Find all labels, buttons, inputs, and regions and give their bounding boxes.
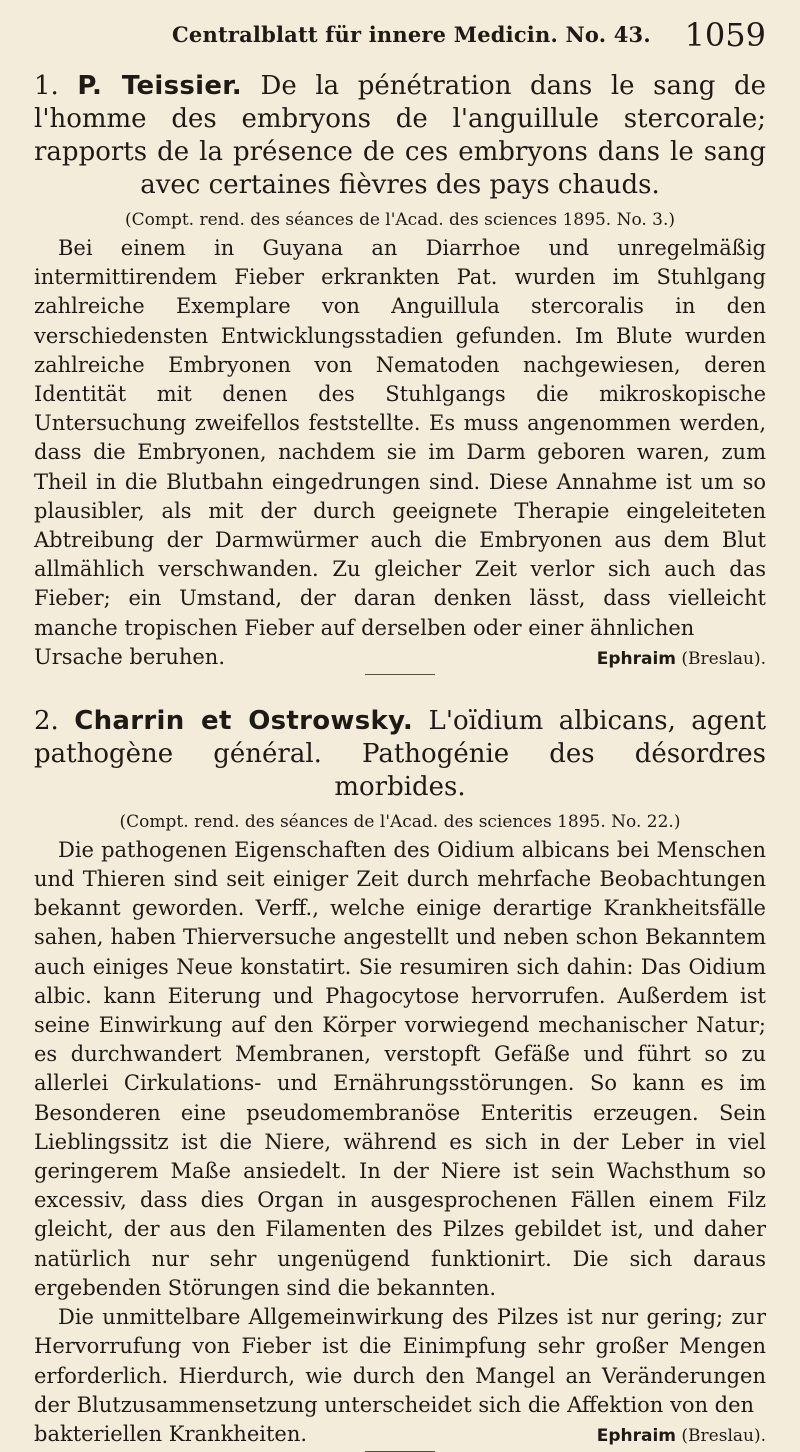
closing-text: bakteriellen Krankheiten. bbox=[34, 1421, 308, 1446]
page-number: 1059 bbox=[684, 16, 766, 54]
entry-author: Charrin et Ostrowsky. bbox=[74, 705, 414, 736]
abstract-entry-2 bbox=[34, 705, 766, 1452]
reviewer-name: Ephraim bbox=[596, 1425, 676, 1446]
entry-title bbox=[34, 705, 766, 804]
closing-line bbox=[34, 643, 766, 674]
reviewer-name: Ephraim bbox=[596, 648, 676, 669]
reviewer-place: (Breslau). bbox=[681, 648, 766, 669]
entry-citation: (Compt. rend. des séances de l'Acad. des sciences 1895. No. 22.) bbox=[119, 811, 681, 832]
entry-number: 2. bbox=[34, 705, 59, 736]
entry-paragraph: Die pathogenen Eigenschaften des Oidium albicans bei Menschen und Thieren sind seit einiger Zeit durch mehrfache Beobachtungen bekannt geworden. Verff., welche einige derartige Krankheitsfälle sahen, haben Thierversuche angestellt und neben schon Bekanntem auch einiges Neue konstatirt. Sie resumiren sich dahin: Das Oidium albic. kann Eiterung und Phagocytose hervorrufen. Außerdem ist seine Einwirkung auf den Körper vorwiegend mechanischer Natur; es durchwandert Membranen, verstopft Gefäße und führt so zu allerlei Cirkulations- und Ernährungsstörungen. So kann es im Besonderen eine pseudomembranöse Enteritis erzeugen. Sein Lieblingssitz ist die Niere, während es sich in der Leber in viel geringerem Maße ansiedelt. In der Niere ist sein Wachsthum so excessiv, dass dies Organ in ausgesprochenen Fällen einem Filz gleicht, der aus den Filamenten des Pilzes gebildet ist, und daher natürlich nur sehr ungenügend funktionirt. Die sich daraus ergebenden Störungen sind die bekannten. bbox=[34, 837, 766, 1300]
reviewer-place: (Breslau). bbox=[681, 1425, 766, 1446]
running-header bbox=[34, 10, 766, 56]
running-title: Centralblatt für innere Medicin. No. 43. bbox=[172, 22, 651, 47]
reviewer-signature bbox=[597, 645, 766, 674]
entry-title-text: De la pénétration dans le sang de l'homme des embryons de l'anguillule stercorale; rapports de la présence de ces embryons dans le sang avec certaines fièvres des pays chauds. bbox=[34, 71, 767, 200]
closing-line bbox=[34, 1420, 766, 1451]
entry-title-text: L'oïdium albicans, agent pathogène général. Pathogénie des désordres morbides. bbox=[34, 705, 767, 802]
entry-number: 1. bbox=[34, 71, 59, 101]
entry-paragraph: Die unmittelbare Allgemeinwirkung des Pilzes ist nur gering; zur Hervorrufung von Fieber ist die Einimpfung sehr großer Mengen erforderlich. Hierdurch, wie durch den Mangel an Veränderungen der Blutzusammensetzung unterscheidet sich die Affektion von den bbox=[34, 1305, 766, 1417]
abstract-entry-1 bbox=[34, 70, 766, 675]
closing-text: Ursache beruhen. bbox=[34, 644, 226, 669]
entry-paragraph: Bei einem in Guyana an Diarrhoe und unregelmäßig intermittirendem Fieber erkrankten Pat. wurden im Stuhlgang zahlreiche Exemplare von Anguillula stercoralis in den verschiedensten Entwicklungsstadien gefunden. Im Blute wurden zahlreiche Embryonen von Nematoden nachgewiesen, deren Identität mit denen des Stuhlgangs die mikroskopische Untersuchung zweifellos feststellte. Es muss angenommen werden, dass die Embryonen, nachdem sie im Darm geboren waren, zum Theil in die Blutbahn eingedrungen sind. Diese Annahme ist um so plausibler, als mit der durch geeignete Therapie eingeleiteten Abtreibung der Darmwürmer auch die Embryonen aus dem Blut allmählich verschwanden. Zu gleicher Zeit verlor sich auch das Fieber; ein Umstand, der daran denken lässt, dass vielleicht manche tropischen Fieber auf derselben oder einer ähnlichen bbox=[34, 236, 766, 640]
separator-rule bbox=[365, 674, 435, 675]
entry-title bbox=[34, 70, 766, 202]
entry-author: P. Teissier. bbox=[77, 71, 242, 101]
reviewer-signature bbox=[597, 1422, 766, 1451]
entry-citation: (Compt. rend. des séances de l'Acad. des sciences 1895. No. 3.) bbox=[124, 210, 676, 230]
